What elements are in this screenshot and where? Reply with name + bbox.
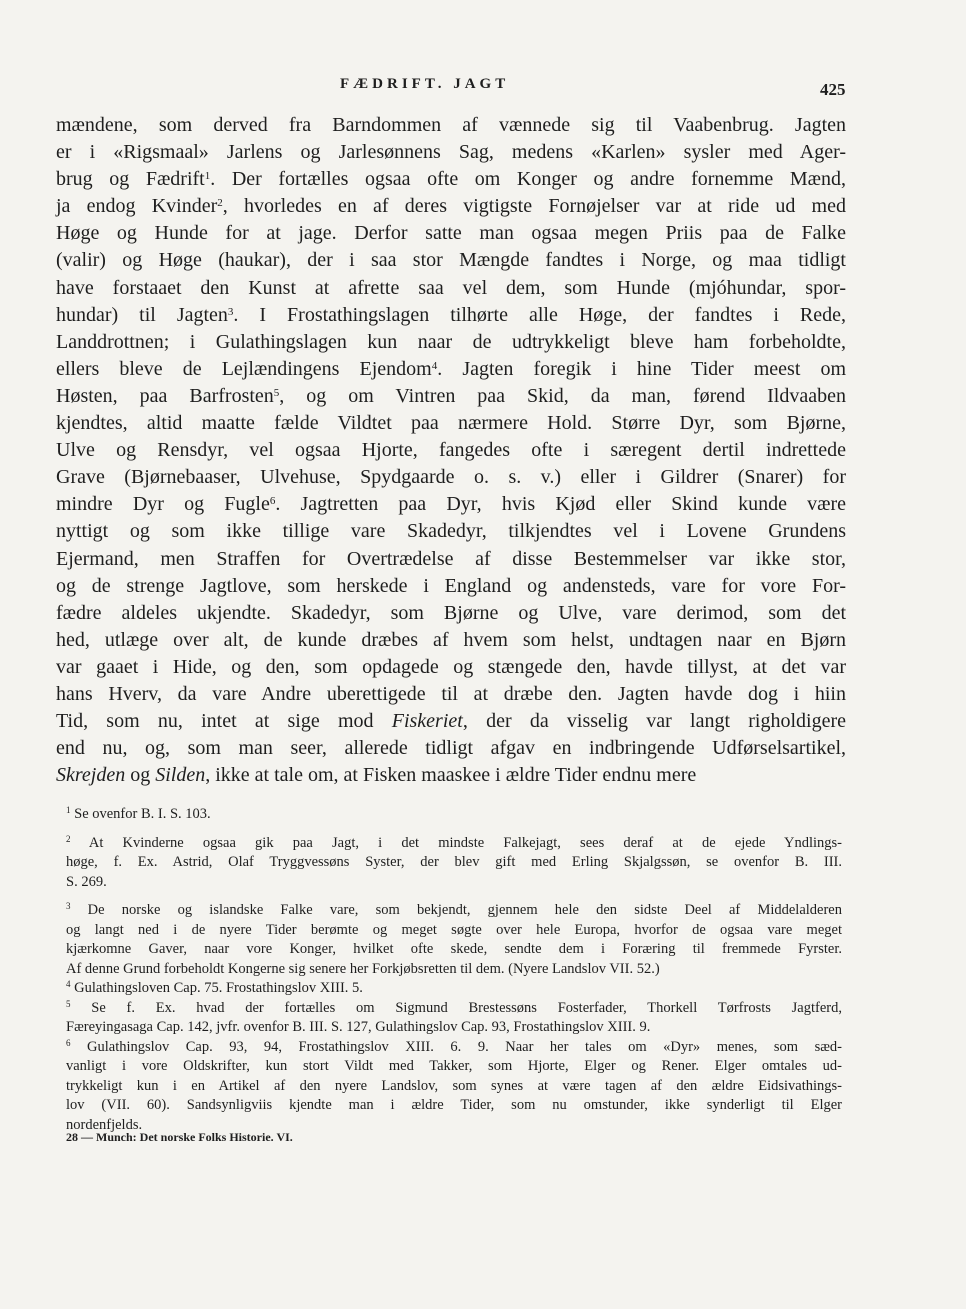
running-head: FÆDRIFT. JAGT xyxy=(340,76,510,92)
footnote-line: nordenfjelds. xyxy=(66,1116,143,1133)
body-line: ja endog Kvinder$^2$, hvorledes en af deres vigtigste Fornøjelser var at ride ud med xyxy=(56,195,846,218)
footnote-marker: 1 xyxy=(66,805,71,815)
body-line: nyttigt og som ikke tillige vare Skadedyr, tilkjendtes vel i Lovene Grundens xyxy=(56,520,846,543)
footnote-ref: 4 xyxy=(431,359,438,372)
footnote-line: vanligt i vore Oldskrifter, kun stort Vildt med Takker, som Hjorte, Elger og Rener. Elger omtales ud- xyxy=(66,1058,842,1074)
footnote-line: Af denne Grund forbeholdt Kongerne sig senere her Forkjøbsretten til dem. (Nyere Landslov VII. 52.) xyxy=(66,960,660,977)
body-line: Ejermand, men Straffen for Overtrædelse af disse Bestemmelser var ikke stor, xyxy=(56,547,846,570)
italic-term: Skrejden xyxy=(56,764,126,787)
body-line: var gaaet i Hide, og den, som opdagede og stængede den, havde tillyst, at det var xyxy=(56,655,846,678)
body-line: end nu, og, som man seer, allerede tidligt afgav en indbringende Udførselsartikel, xyxy=(56,737,846,760)
body-line: hed, utlæge over alt, de kunde dræbes af hvem som helst, undtagen naar en Bjørn xyxy=(56,628,846,651)
footnote-marker: 4 xyxy=(66,979,71,989)
body-line: mændene, som derved fra Barndommen af vænnede sig til Vaabenbrug. Jagten xyxy=(56,114,846,136)
footnote-line: $^2$ At Kvinderne ogsaa gik paa Jagt, i det mindste Falkejagt, sees deraf at de ejede Yndlings- xyxy=(66,833,842,851)
body-line: og de strenge Jagtlove, som herskede i England og andensteds, vare for vore For- xyxy=(56,574,846,597)
body-line: Tid, som nu, intet at sige mod Fiskeriet, der da visselig var langt righoldigere xyxy=(56,710,846,733)
body-line: ellers bleve de Lejlændingens Ejendom$^4$. Jagten foregik i hine Tider meest om xyxy=(56,357,847,380)
printer-signature: 28 — Munch: Det norske Folks Historie. VI. xyxy=(66,1130,293,1144)
footnote-ref: 2 xyxy=(217,197,223,210)
footnote-line: trykkeligt kun i en Artikel af den nyere Landslov, som synes at være tagen af den ældre Eidsivathings- xyxy=(66,1077,842,1094)
body-line: Høsten, paa Barfrosten$^5$, og om Vintren paa Skid, da man, førend Ildvaaben xyxy=(56,384,846,407)
footnote-ref: 3 xyxy=(227,305,234,318)
body-line: hundar) til Jagten$^3$. I Frostathingslagen tilhørte alle Høge, der fandtes i Rede, xyxy=(56,303,846,326)
body-line: Skrejden og Silden, ikke at tale om, at Fisken maaskee i ældre Tider endnu mere xyxy=(56,764,697,787)
footnote-line: S. 269. xyxy=(66,873,107,890)
footnote-ref: 1 xyxy=(204,170,211,183)
body-line: fædre aldeles ukjendte. Skadedyr, som Bjørne og Ulve, vare derimod, som det xyxy=(56,601,846,624)
footnote-marker: 5 xyxy=(66,998,71,1009)
footnote-line: og langt ned i de nyere Tider berømte og meget søgte over hele Europa, hvorfor de ogsaa vare meget xyxy=(66,921,842,938)
footnote-line: $^6$ Gulathingslov Cap. 93, 94, Frostathingslov XIII. 6. 9. Naar her tales om «Dyr» menes, som sæd- xyxy=(66,1037,842,1055)
footnote-line: kjærkomne Gaver, naar vore Konger, hvilket ofte skede, sendte dem i Foræring til fremmede Fyrster. xyxy=(66,941,842,957)
footnote-line: $^4$ Gulathingsloven Cap. 75. Frostathingslov XIII. 5. xyxy=(66,979,363,996)
footnote-line: $^1$ Se ovenfor B. I. S. 103. xyxy=(66,805,211,822)
italic-term: Silden xyxy=(155,764,206,787)
footnote-marker: 6 xyxy=(66,1037,71,1048)
footnotes xyxy=(66,805,842,1135)
footnote-line: $^3$ De norske og islandske Falke vare, som bekjendt, gjennem hele den sidste Deel af Middelalderen xyxy=(66,901,842,918)
footnote-ref: 6 xyxy=(269,495,276,508)
page-number: 425 xyxy=(820,80,846,99)
body-line: er i «Rigsmaal» Jarlens og Jarlesønnens Sag, medens «Karlen» sysler med Ager- xyxy=(56,141,846,164)
footnote-line: Færeyingasaga Cap. 142, jvfr. ovenfor B. III. S. 127, Gulathingslov Cap. 93, Frostathingslov XIII. 9. xyxy=(66,1019,651,1035)
body-line: have forstaaet den Kunst at afrette saa vel dem, som Hunde (mjóhundar, spor- xyxy=(56,276,846,299)
footnote-marker: 3 xyxy=(66,901,71,911)
footnote-line: lov (VII. 60). Sandsynligviis kjendte man i ældre Tider, som nu omstunder, ikke synderligt til Elger xyxy=(66,1097,842,1113)
footnote-line: $^5$ Se f. Ex. hvad der fortælles om Sigmund Brestessøns Fosterfader, Thorkell Tørfrosts Jagtferd, xyxy=(66,998,842,1016)
body-line: (valir) og Høge (haukar), der i saa stor Mængde fandtes i Norge, og maa tidligt xyxy=(56,249,846,272)
body-line: Grave (Bjørnebaaser, Ulvehuse, Spydgaarde o. s. v.) eller i Gildrer (Snarer) for xyxy=(56,466,846,489)
italic-term: Fiskeriet xyxy=(391,710,463,733)
footnote-line: høge, f. Ex. Astrid, Olaf Tryggvessøns Syster, der blev gift med Erling Skjalgssøn, se ovenfor B. III. xyxy=(66,854,842,870)
body-line: mindre Dyr og Fugle$^6$. Jagtretten paa Dyr, hvis Kjød eller Skind kunde være xyxy=(56,493,847,516)
body-line: Høge og Hunde for at jage. Derfor satte man ogsaa megen Priis paa de Falke xyxy=(56,222,846,245)
body-line: kjendtes, altid maatte fælde Vildtet paa nærmere Hold. Større Dyr, som Bjørne, xyxy=(56,412,846,435)
footnote-marker: 2 xyxy=(66,833,71,844)
body-line: hans Hverv, da vare Andre uberettigede til at dræbe den. Jagten havde dog i hiin xyxy=(56,682,846,705)
footnote-ref: 5 xyxy=(273,386,280,399)
body-line: Ulve og Rensdyr, vel ogsaa Hjorte, fangedes ofte i særegent dertil indrettede xyxy=(56,439,846,462)
body-line: Landdrottnen; i Gulathingslagen kun naar de udtrykkeligt bleve ham forbeholdte, xyxy=(56,330,846,353)
body-text xyxy=(56,112,846,789)
body-line: brug og Fædrift$^1$. Der fortælles ogsaa ofte om Konger og andre fornemme Mænd, xyxy=(56,168,846,191)
